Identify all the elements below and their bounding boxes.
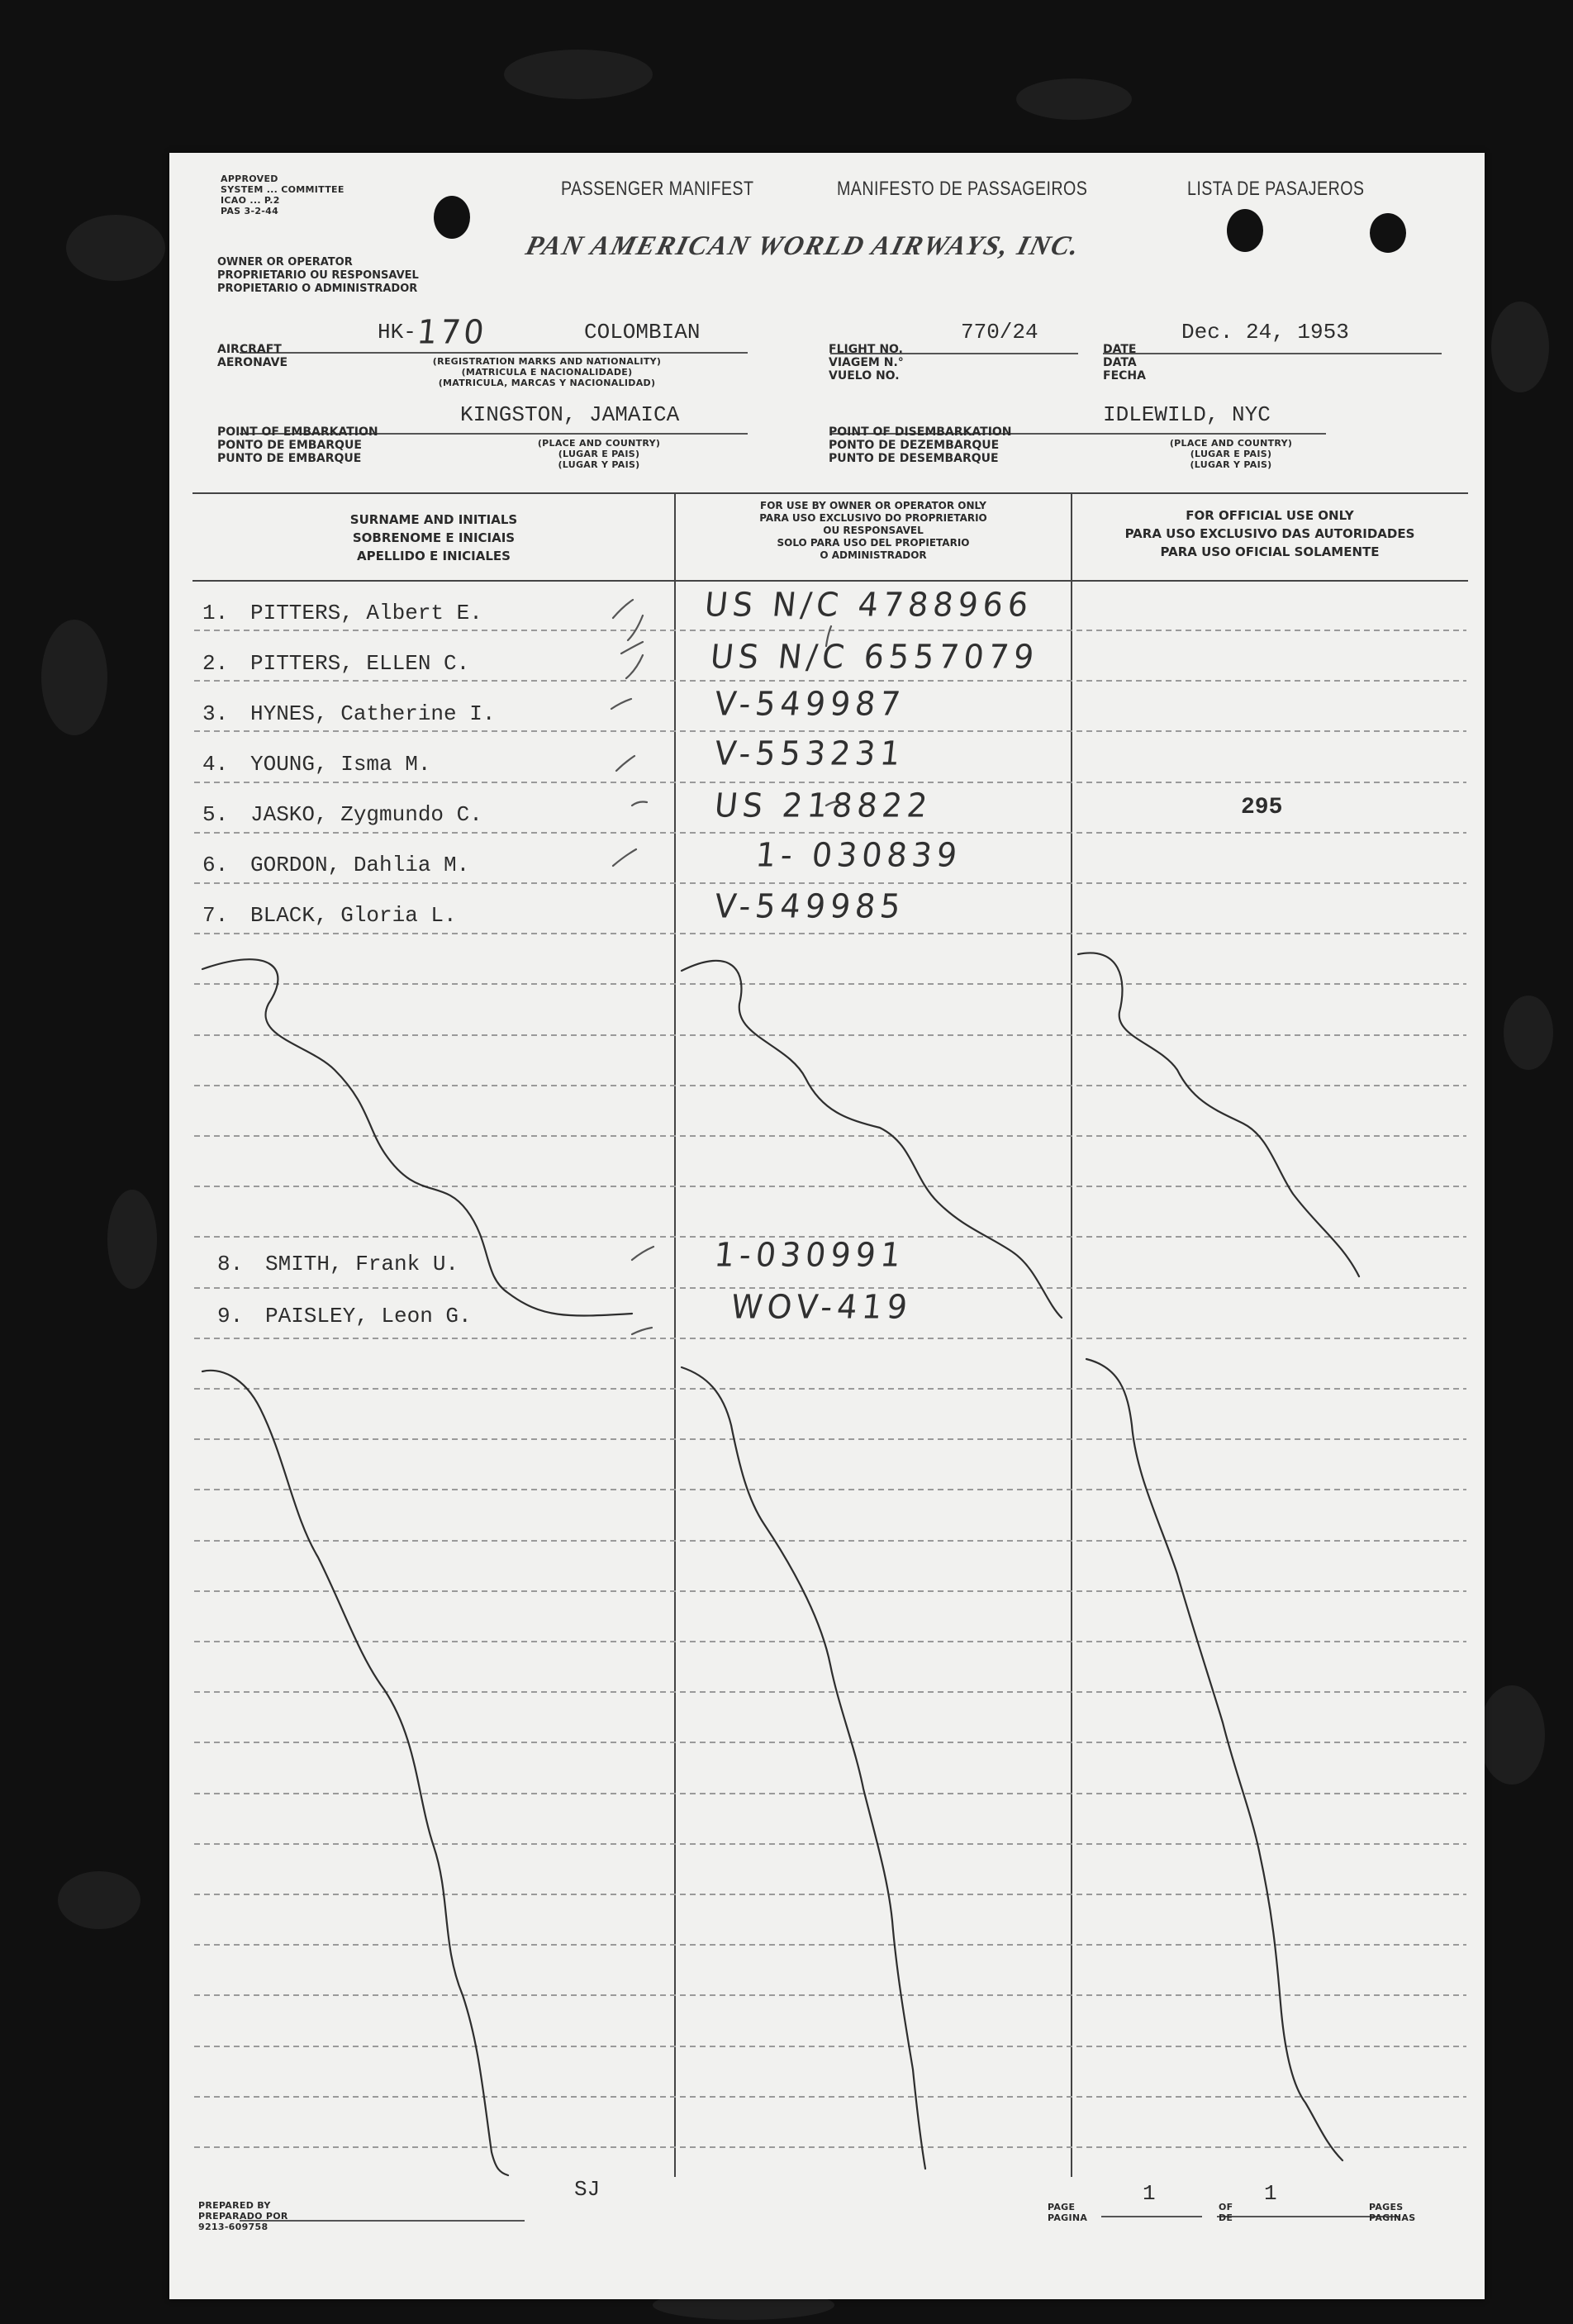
names-column-header: SURNAME AND INITIALS SOBRENOME E INICIAIS APELLIDO E INICIALES xyxy=(349,512,518,563)
heading-english: PASSENGER MANIFEST xyxy=(561,178,754,200)
passenger-document: 1- 030839 xyxy=(753,835,964,875)
passenger-name: GORDON, Dahlia M. xyxy=(250,853,470,877)
punch-hole xyxy=(1227,209,1263,252)
passenger-row xyxy=(217,1252,459,1276)
passenger-document: US N/C 6557079 xyxy=(708,637,1041,677)
form-number: 9213-609758 xyxy=(198,2222,269,2232)
passenger-document: US 218822 xyxy=(712,786,934,825)
passenger-row xyxy=(202,701,495,726)
passenger-name: PAISLEY, Leon G. xyxy=(265,1304,472,1328)
row-number: 7. xyxy=(202,903,229,928)
passenger-name: PITTERS, ELLEN C. xyxy=(250,651,470,676)
page-number: 1 xyxy=(1143,2181,1156,2206)
punch-hole xyxy=(434,196,470,239)
nationality: COLOMBIAN xyxy=(584,320,701,345)
passenger-row xyxy=(202,802,482,827)
total-pages: 1 xyxy=(1264,2181,1277,2206)
manifest-sheet xyxy=(169,153,1485,2299)
date-label: DATE DATA FECHA xyxy=(1103,343,1146,383)
flight-label: FLIGHT NO. VIAGEM N.° VUELO NO. xyxy=(829,343,904,383)
row-number: 1. xyxy=(202,601,229,625)
disembarkation-label: POINT OF DISEMBARKATION PONTO DE DEZEMBARQUE PUNTO DE DESEMBARQUE xyxy=(829,425,1012,465)
flight-date: Dec. 24, 1953 xyxy=(1181,320,1349,345)
registration-caption: (REGISTRATION MARKS AND NATIONALITY) (MATRICULA E NACIONALIDADE) (MATRICULA, MARCAS Y NACIONALIDAD) xyxy=(432,356,662,388)
passenger-row xyxy=(217,1304,472,1328)
company-name: PAN AMERICAN WORLD AIRWAYS, INC. xyxy=(522,231,1084,261)
passenger-name: HYNES, Catherine I. xyxy=(250,701,496,726)
embarkation-place-caption: (PLACE AND COUNTRY) (LUGAR E PAIS) (LUGAR Y PAIS) xyxy=(537,438,661,470)
owner-label: OWNER OR OPERATOR PROPRIETARIO OU RESPONSAVEL PROPIETARIO O ADMINISTRADOR xyxy=(217,256,419,295)
passenger-row xyxy=(202,601,482,625)
row-number: 4. xyxy=(202,752,229,777)
passenger-document: V-549987 xyxy=(712,684,907,724)
page-label: PAGE PAGINA xyxy=(1048,2202,1088,2223)
passenger-document: 1-030991 xyxy=(712,1235,908,1275)
passenger-row xyxy=(202,752,430,777)
passenger-row xyxy=(202,651,469,676)
embarkation-point: KINGSTON, JAMAICA xyxy=(460,402,680,427)
passenger-name: JASKO, Zygmundo C. xyxy=(250,802,482,827)
form-lines xyxy=(169,153,1485,2299)
passenger-row xyxy=(202,903,457,928)
passenger-document: V-549985 xyxy=(712,886,907,926)
pages-label: PAGES PAGINAS xyxy=(1369,2202,1416,2223)
passenger-name: BLACK, Gloria L. xyxy=(250,903,457,928)
row-number: 3. xyxy=(202,701,229,726)
approval-stamp: APPROVED SYSTEM ... COMMITTEE ICAO ... P.2 PAS 3-2-44 xyxy=(221,173,345,216)
passenger-document: WOV-419 xyxy=(729,1287,915,1327)
prepared-by: SJ xyxy=(574,2177,601,2202)
embarkation-label: POINT OF EMBARKATION PONTO DE EMBARQUE PUNTO DE EMBARQUE xyxy=(217,425,378,465)
owner-column-header: FOR USE BY OWNER OR OPERATOR ONLY PARA USO EXCLUSIVO DO PROPRIETARIO OU RESPONSAVEL SOLO PARA USO DEL PROPIETARIO O ADMINISTRADOR xyxy=(759,500,987,561)
passenger-document: US N/C 4788966 xyxy=(702,585,1035,625)
heading-portuguese: MANIFESTO DE PASSAGEIROS xyxy=(837,178,1088,200)
punch-hole xyxy=(1370,213,1406,253)
passenger-name: YOUNG, Isma M. xyxy=(250,752,431,777)
aircraft-number: 170 xyxy=(415,312,489,352)
of-label: OF DE xyxy=(1219,2202,1233,2223)
flight-number: 770/24 xyxy=(961,320,1038,345)
passenger-name: PITTERS, Albert E. xyxy=(250,601,482,625)
official-column-header: FOR OFFICIAL USE ONLY PARA USO EXCLUSIVO DAS AUTORIDADES PARA USO OFICIAL SOLAMENTE xyxy=(1124,508,1415,559)
row-number: 6. xyxy=(202,853,229,877)
row-number: 5. xyxy=(202,802,229,827)
passenger-name: SMITH, Frank U. xyxy=(265,1252,459,1276)
heading-spanish: LISTA DE PASAJEROS xyxy=(1187,178,1365,200)
aircraft-label: AIRCRAFT AERONAVE xyxy=(217,343,288,369)
passenger-document: V-553231 xyxy=(712,734,907,773)
row-number: 8. xyxy=(217,1252,244,1276)
aircraft-prefix: HK- xyxy=(378,320,416,345)
official-note: 295 xyxy=(1241,795,1283,820)
disembarkation-point: IDLEWILD, NYC xyxy=(1103,402,1271,427)
row-number: 2. xyxy=(202,651,229,676)
prepared-by-label: PREPARED BY PREPARADO POR 9213-609758 xyxy=(198,2200,288,2232)
row-number: 9. xyxy=(217,1304,244,1328)
disembarkation-place-caption: (PLACE AND COUNTRY) (LUGAR E PAIS) (LUGAR Y PAIS) xyxy=(1169,438,1293,470)
passenger-row xyxy=(202,853,469,877)
